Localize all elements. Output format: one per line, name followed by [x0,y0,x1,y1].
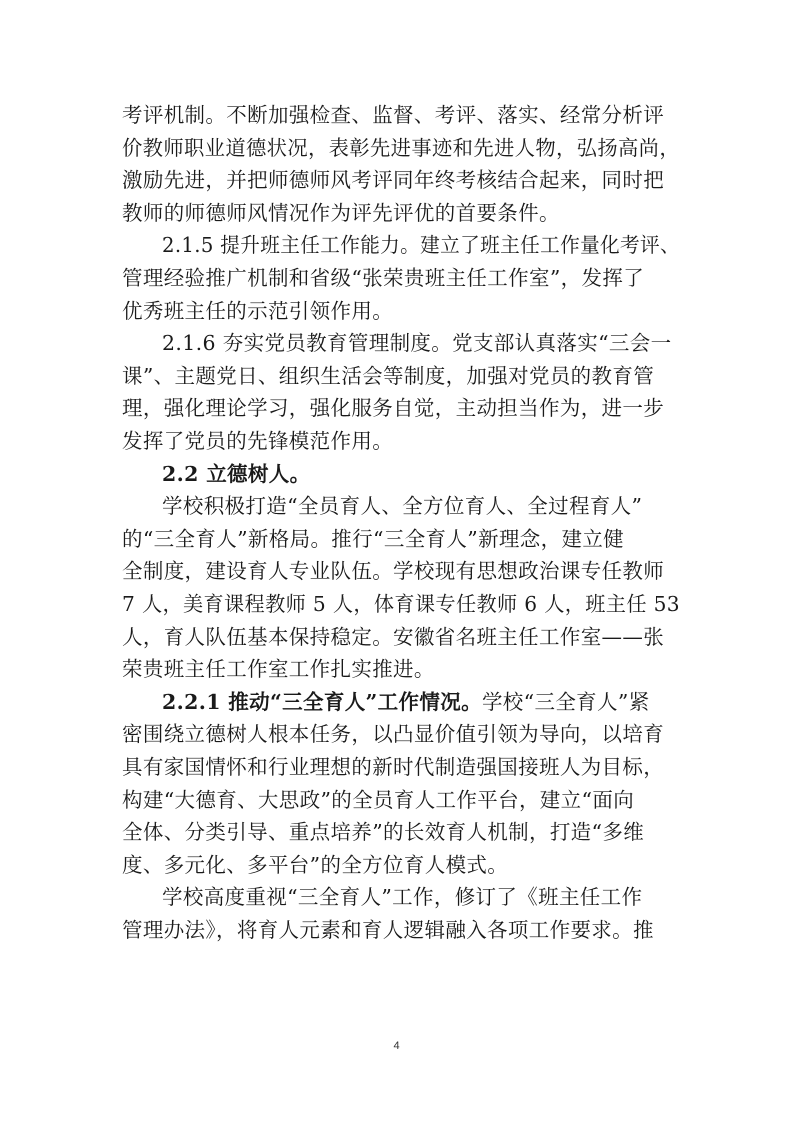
text-line: 激励先进，并把师德师风考评同年终考核结合起来，同时把 [122,168,665,192]
text-line: 构建“大德育、大思政”的全员育人工作平台，建立“面向 [122,788,635,812]
text-line: 的“三全育人”新格局。推行“三全育人”新理念，建立健 [122,527,625,551]
text-line: 管理办法》，将育人元素和育人逻辑融入各项工作要求。推 [122,918,654,942]
text-line: 密围绕立德树人根本任务，以凸显价值引领为导向，以培育 [122,722,665,746]
text-line: 课”、主题党日、组织生活会等制度，加强对党员的教育管 [122,364,655,388]
text-run: 学校“三全育人”紧 [481,690,650,714]
text-line: 度、多元化、多平台”的全方位育人模式。 [122,853,509,877]
text-line: 考评机制。不断加强检查、监督、考评、落实、经常分析评 [122,103,665,127]
section-heading: 2.2 立德树人。 [162,462,311,486]
text-line: 2.1.5 提升班主任工作能力。建立了班主任工作量化考评、 [162,233,681,257]
text-line: 2.1.6 夯实党员教育管理制度。党支部认真落实“三会一 [162,331,672,355]
text-line: 管理经验推广机制和省级“张荣贵班主任工作室”，发挥了 [122,266,645,290]
text-line: 学校高度重视“三全育人”工作，修订了《班主任工作 [162,885,643,909]
text-line: 发挥了党员的先锋模范作用。 [122,429,394,453]
text-line: 人，育人队伍基本保持稳定。安徽省名班主任工作室——张 [122,625,665,649]
text-line: 荣贵班主任工作室工作扎实推进。 [122,657,435,681]
text-line: 全体、分类引导、重点培养”的长效育人机制，打造“多维 [122,820,645,844]
text-line: 理，强化理论学习，强化服务自觉，主动担当作为，进一步 [122,396,665,420]
text-line: 学校积极打造“全员育人、全方位育人、全过程育人” [162,494,643,518]
text-line [162,690,650,714]
text-line: 具有家国情怀和行业理想的新时代制造强国接班人为目标， [122,755,665,779]
text-line: 价教师职业道德状况，表彰先进事迹和先进人物，弘扬高尚， [122,136,680,160]
page-number: 4 [393,1040,400,1052]
subsection-heading: 2.2.1 推动“三全育人”工作情况。 [162,690,482,714]
text-line: 优秀班主任的示范引领作用。 [122,299,394,323]
text-line: 教师的师德师风情况作为评先评优的首要条件。 [122,201,560,225]
text-line: 全制度，建设育人专业队伍。学校现有思想政治课专任教师 [122,559,665,583]
text-line: 7 人，美育课程教师 5 人，体育课专任教师 6 人，班主任 53 [122,592,680,616]
